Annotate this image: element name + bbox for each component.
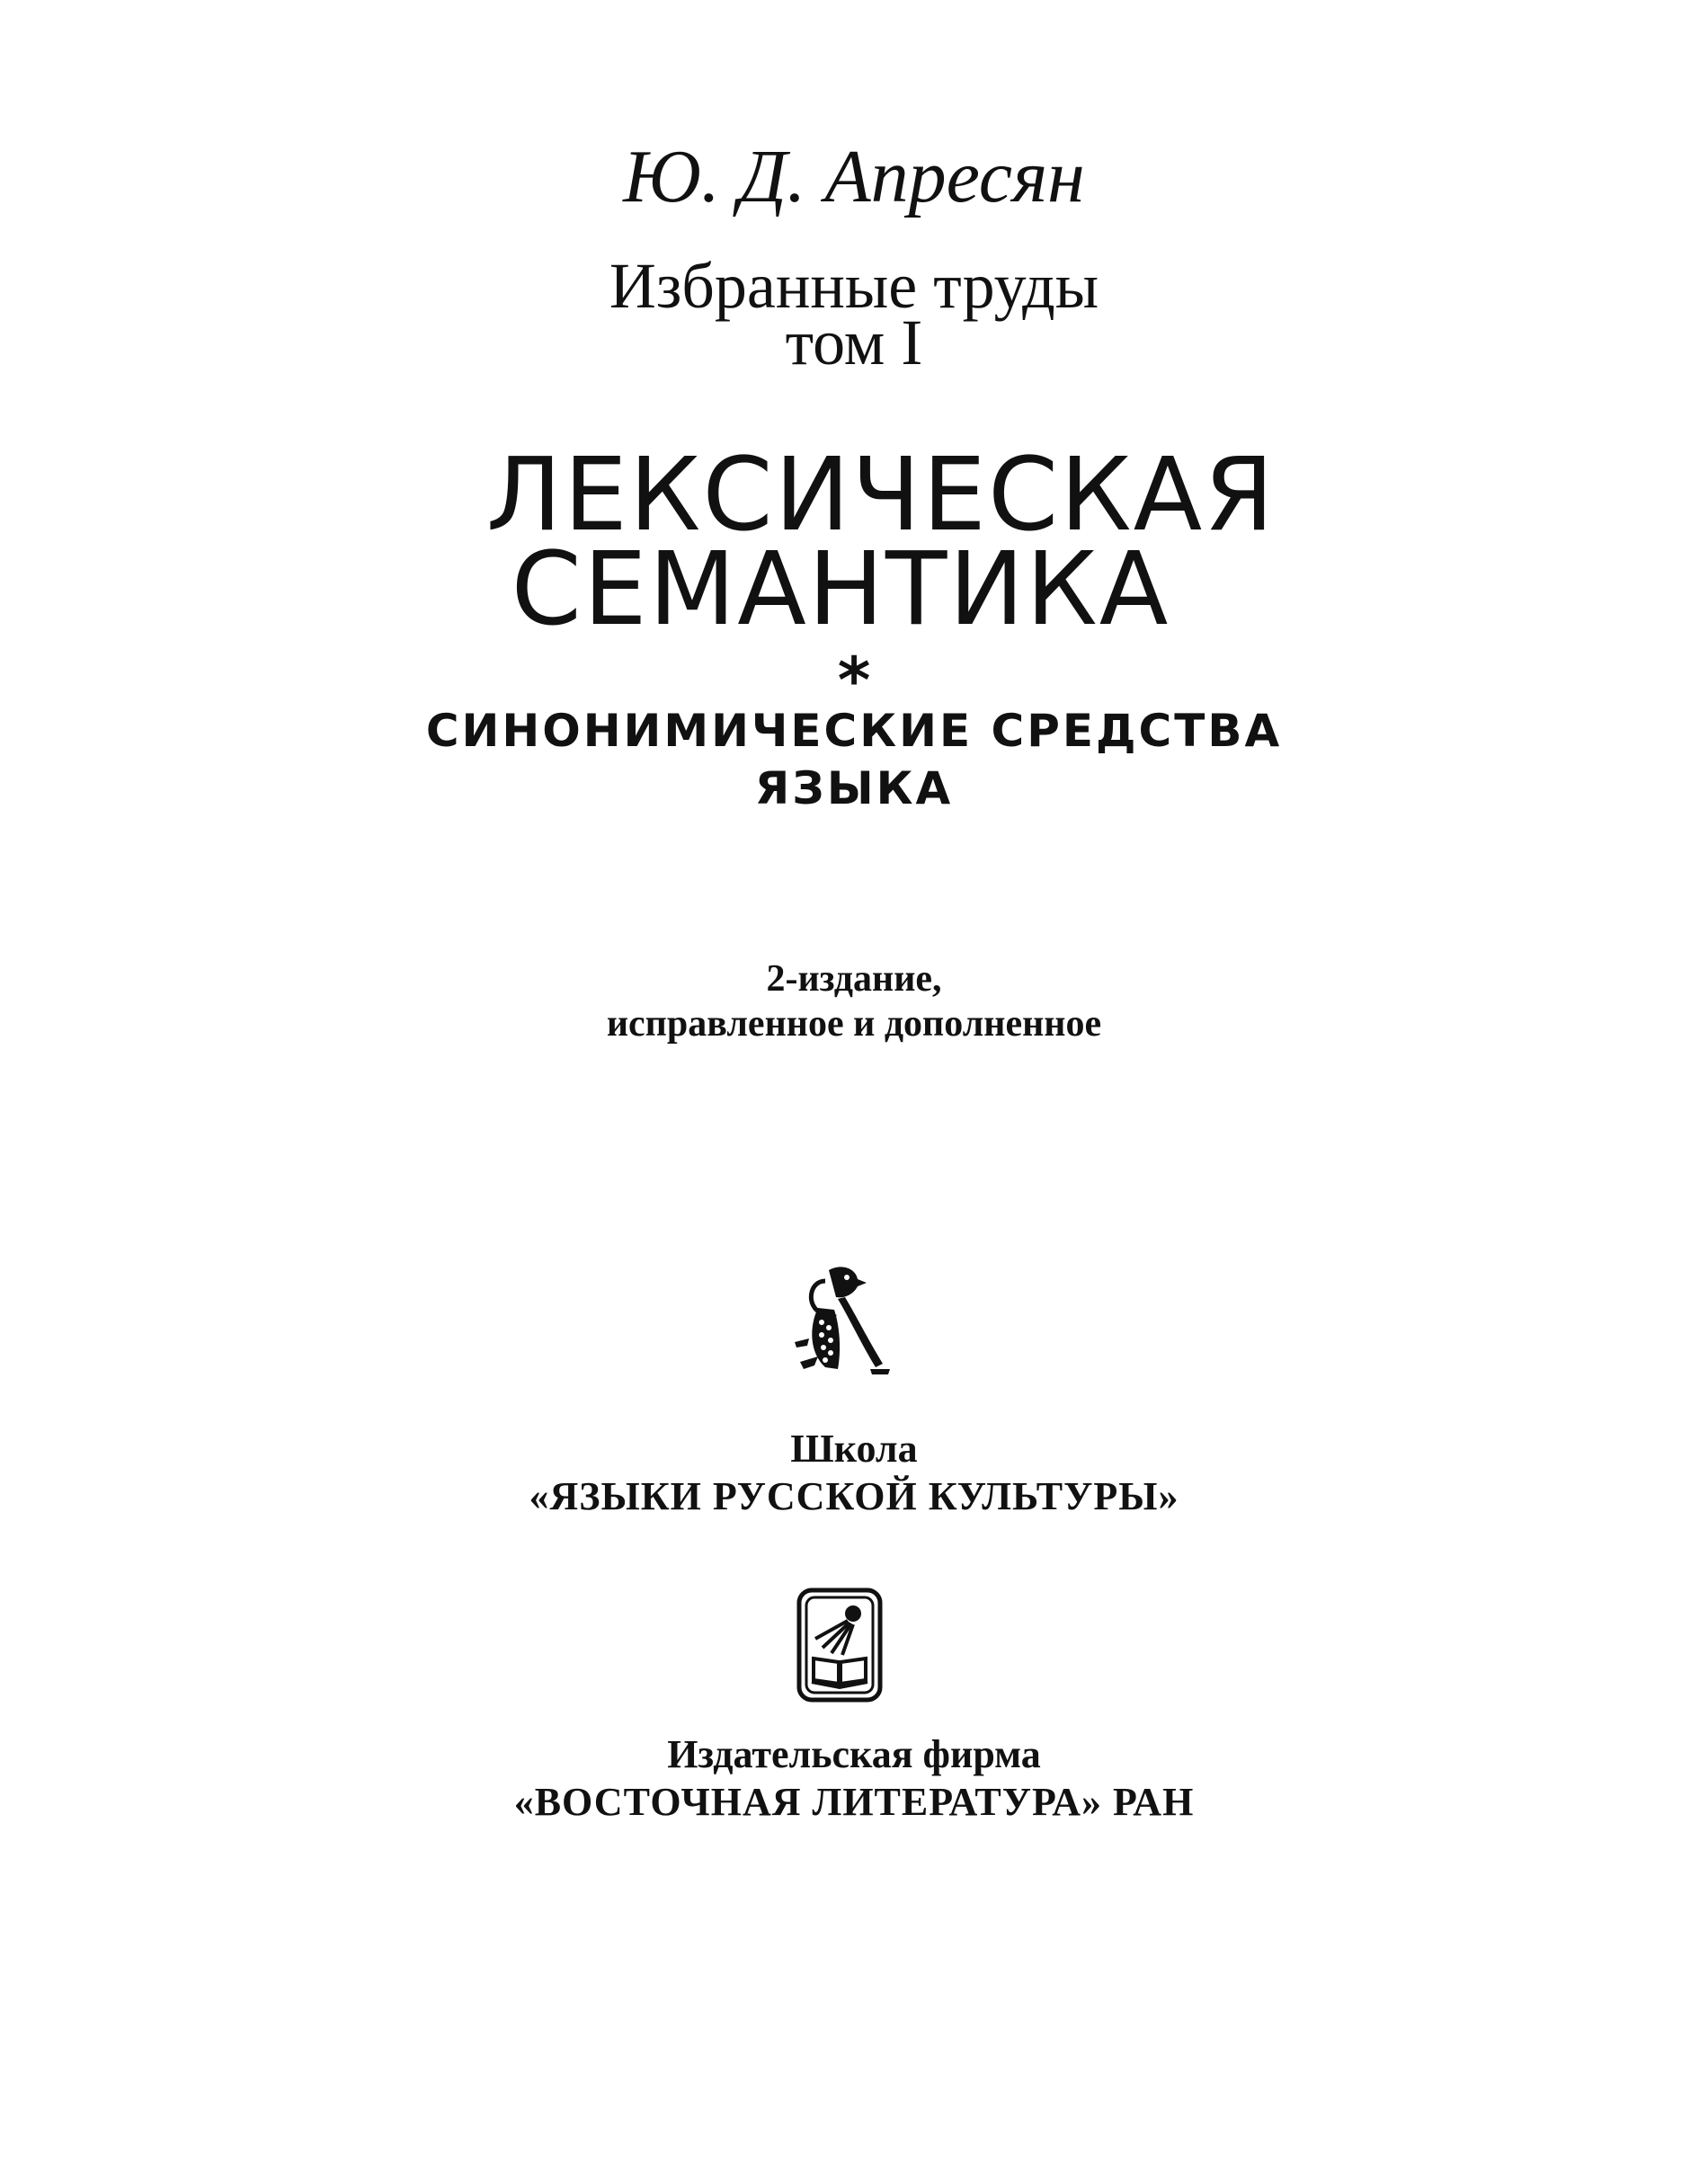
school-line2: «ЯЗЫКИ РУССКОЙ КУЛЬТУРЫ» <box>529 1474 1179 1518</box>
series-title: Избранные труды <box>609 250 1099 322</box>
volume-number: том I <box>785 307 923 378</box>
book-subtitle-line2: ЯЗЫКА <box>754 762 954 814</box>
title-separator: * <box>837 644 871 717</box>
open-book-sun-icon <box>796 1587 884 1703</box>
school-line1: Школа <box>790 1427 918 1471</box>
publisher-line2: «ВОСТОЧНАЯ ЛИТЕРАТУРА» РАН <box>513 1780 1195 1824</box>
book-title-line1: ЛЕКСИЧЕСКАЯ <box>485 437 1277 554</box>
book-title-line2: СЕМАНТИКА <box>511 531 1170 648</box>
edition-line1: 2-издание, <box>766 958 942 1000</box>
griffin-letter-ya-icon <box>782 1263 899 1380</box>
edition-line2: исправленное и дополненное <box>606 1003 1102 1045</box>
book-subtitle-line1: СИНОНИМИЧЕСКИЕ СРЕДСТВА <box>425 705 1283 757</box>
author-name: Ю. Д. Апресян <box>623 135 1085 218</box>
publisher-line1: Издательская фирма <box>667 1732 1041 1776</box>
